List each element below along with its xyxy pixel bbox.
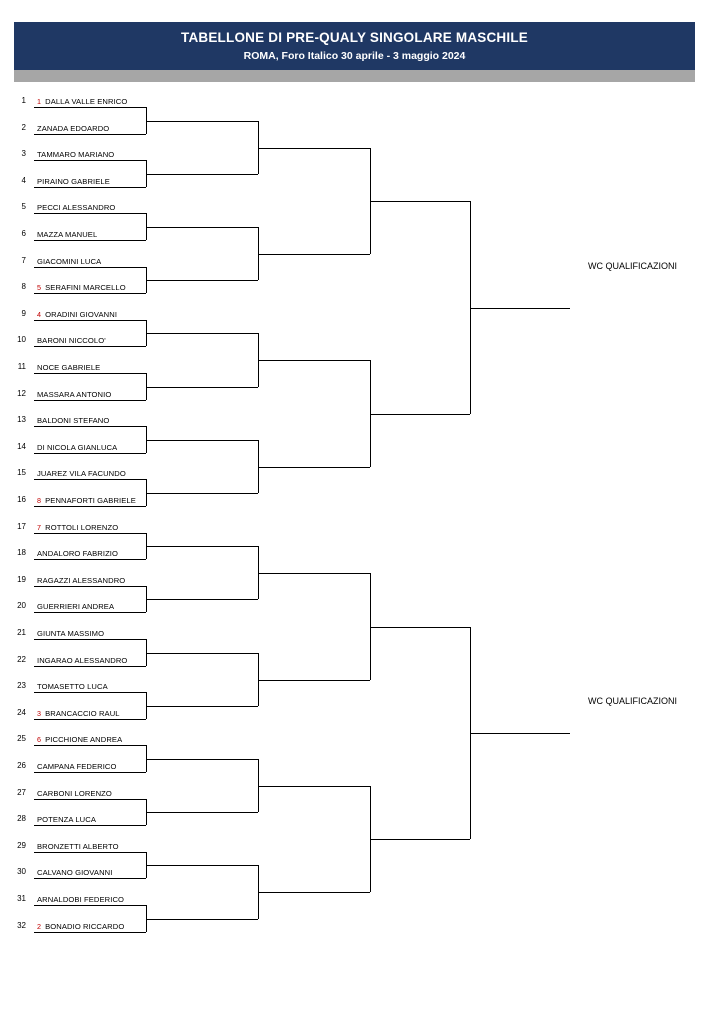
player-number-8: 8 (21, 282, 26, 291)
bracket-line-r4-4 (370, 839, 470, 840)
bracket-line-r1-21 (34, 639, 146, 640)
player-seed-rank: 3 (37, 709, 42, 718)
player-seed-rank: 4 (37, 310, 42, 319)
player-name: INGARAO ALESSANDRO (37, 656, 128, 665)
player-number-7: 7 (21, 256, 26, 265)
player-seed-rank: 2 (37, 922, 42, 931)
player-entry-12 (37, 390, 111, 399)
bracket-line-r1-24 (34, 719, 146, 720)
bracket-line-r2-12 (146, 706, 258, 707)
player-number-11: 11 (17, 362, 26, 371)
player-name: GIUNTA MASSIMO (37, 629, 105, 638)
player-name: ORADINI GIOVANNI (45, 310, 118, 319)
player-number-15: 15 (17, 468, 26, 477)
player-name: ANDALORO FABRIZIO (37, 549, 119, 558)
player-number-31: 31 (17, 894, 26, 903)
bracket-line-r1-9 (34, 320, 146, 321)
player-seed-rank: 1 (37, 97, 42, 106)
player-number-29: 29 (17, 841, 26, 850)
player-entry-15 (37, 469, 126, 478)
player-number-21: 21 (17, 628, 26, 637)
bracket-line-r1-32 (34, 932, 146, 933)
player-seed-rank: 5 (37, 283, 42, 292)
bracket-line-r2-1 (146, 121, 258, 122)
player-name: CARBONI LORENZO (37, 789, 112, 798)
bracket-line-r4-3 (370, 627, 470, 628)
player-entry-6 (37, 230, 97, 239)
player-number-26: 26 (17, 761, 26, 770)
player-seed-rank: 7 (37, 523, 42, 532)
player-number-16: 16 (17, 495, 26, 504)
bracket-line-r1-18 (34, 559, 146, 560)
player-entry-2 (37, 124, 109, 133)
bracket-line-r2-6 (146, 387, 258, 388)
bracket-line-r1-1 (34, 107, 146, 108)
player-name: BARONI NICCOLO' (37, 336, 106, 345)
bracket-line-r2-14 (146, 812, 258, 813)
player-number-20: 20 (17, 601, 26, 610)
player-number-30: 30 (17, 867, 26, 876)
bracket-line-r1-4 (34, 187, 146, 188)
bracket-line-r1-7 (34, 267, 146, 268)
bracket-line-r1-11 (34, 373, 146, 374)
player-number-18: 18 (17, 548, 26, 557)
player-number-13: 13 (17, 415, 26, 424)
player-entry-22 (37, 656, 127, 665)
bracket-line-r2-9 (146, 546, 258, 547)
page-subtitle: ROMA, Foro Italico 30 aprile - 3 maggio 2024 (243, 50, 466, 62)
bracket-line-r2-10 (146, 599, 258, 600)
bracket-line-r2-13 (146, 759, 258, 760)
player-name: TAMMARO MARIANO (37, 150, 115, 159)
player-entry-9 (37, 310, 117, 319)
bracket-line-r1-26 (34, 772, 146, 773)
player-number-14: 14 (17, 442, 26, 451)
bracket-line-r3-8 (258, 892, 370, 893)
bracket-line-r1-28 (34, 825, 146, 826)
player-name: DI NICOLA GIANLUCA (37, 443, 118, 452)
bracket-line-r3-7 (258, 786, 370, 787)
bracket-line-r1-5 (34, 213, 146, 214)
bracket-line-r1-25 (34, 745, 146, 746)
player-entry-21 (37, 629, 104, 638)
bracket-line-r1-19 (34, 586, 146, 587)
player-entry-7 (37, 257, 101, 266)
player-number-3: 3 (21, 149, 26, 158)
player-name: GUERRIERI ANDREA (37, 602, 115, 611)
bracket-line-r1-29 (34, 852, 146, 853)
player-number-19: 19 (17, 575, 26, 584)
player-entry-17 (37, 523, 118, 532)
bracket-line-r5-1 (470, 308, 570, 309)
bracket-line-r2-15 (146, 865, 258, 866)
player-entry-30 (37, 868, 112, 877)
bracket-line-r3-5 (258, 573, 370, 574)
bracket-line-r3-4 (258, 467, 370, 468)
bracket-line-r1-15 (34, 479, 146, 480)
bracket-line-r1-22 (34, 666, 146, 667)
player-number-28: 28 (17, 814, 26, 823)
bracket-line-r1-30 (34, 878, 146, 879)
player-entry-5 (37, 203, 115, 212)
player-entry-26 (37, 762, 117, 771)
bracket-line-r3-3 (258, 360, 370, 361)
player-name: PENNAFORTI GABRIELE (45, 496, 136, 505)
bracket-line-r4-2 (370, 414, 470, 415)
player-entry-31 (37, 895, 124, 904)
player-number-12: 12 (17, 389, 26, 398)
bracket-line-r2-11 (146, 653, 258, 654)
player-name: CALVANO GIOVANNI (37, 868, 113, 877)
player-entry-11 (37, 363, 100, 372)
player-entry-25 (37, 735, 122, 744)
bracket-line-r2-2 (146, 174, 258, 175)
player-name: TOMASETTO LUCA (37, 682, 108, 691)
player-entry-23 (37, 682, 108, 691)
player-entry-16 (37, 496, 136, 505)
player-entry-14 (37, 443, 117, 452)
player-number-2: 2 (21, 123, 26, 132)
player-name: RAGAZZI ALESSANDRO (37, 576, 126, 585)
player-name: POTENZA LUCA (37, 815, 97, 824)
player-name: CAMPANA FEDERICO (37, 762, 117, 771)
player-name: JUAREZ VILA FACUNDO (37, 469, 126, 478)
bracket-line-r4-1 (370, 201, 470, 202)
bracket-line-r1-20 (34, 612, 146, 613)
bracket-line-r1-27 (34, 799, 146, 800)
player-entry-24 (37, 709, 120, 718)
bracket-line-r1-14 (34, 453, 146, 454)
player-entry-3 (37, 150, 114, 159)
player-number-5: 5 (21, 202, 26, 211)
bracket-line-r1-13 (34, 426, 146, 427)
player-number-27: 27 (17, 788, 26, 797)
player-entry-32 (37, 922, 124, 931)
bracket-line-r1-2 (34, 134, 146, 135)
player-name: SERAFINI MARCELLO (45, 283, 126, 292)
bracket-line-r5-2 (470, 733, 570, 734)
player-entry-29 (37, 842, 119, 851)
player-name: ROTTOLI LORENZO (45, 523, 119, 532)
player-name: GIACOMINI LUCA (37, 257, 102, 266)
player-entry-8 (37, 283, 126, 292)
player-seed-rank: 6 (37, 735, 42, 744)
bracket-line-r2-4 (146, 280, 258, 281)
player-seed-rank: 8 (37, 496, 42, 505)
bracket-line-r2-3 (146, 227, 258, 228)
wc-qualificazioni-top-label: WC QUALIFICAZIONI (588, 261, 678, 271)
player-number-10: 10 (17, 335, 26, 344)
bracket-line-r2-16 (146, 919, 258, 920)
player-number-24: 24 (17, 708, 26, 717)
player-number-32: 32 (17, 921, 26, 930)
player-name: MAZZA MANUEL (37, 230, 98, 239)
bracket-line-r1-6 (34, 240, 146, 241)
player-entry-13 (37, 416, 109, 425)
bracket-line-r1-16 (34, 506, 146, 507)
player-entry-4 (37, 177, 110, 186)
player-number-6: 6 (21, 229, 26, 238)
bracket-line-r1-31 (34, 905, 146, 906)
bracket-line-r1-3 (34, 160, 146, 161)
bracket-line-r2-5 (146, 333, 258, 334)
player-name: BRONZETTI ALBERTO (37, 842, 119, 851)
wc-qualificazioni-bottom-label: WC QUALIFICAZIONI (588, 696, 678, 706)
player-number-22: 22 (17, 655, 26, 664)
player-name: ZANADA EDOARDO (37, 124, 110, 133)
player-entry-28 (37, 815, 96, 824)
player-number-4: 4 (21, 176, 26, 185)
player-name: DALLA VALLE ENRICO (45, 97, 128, 106)
player-entry-1 (37, 97, 127, 106)
player-name: BRANCACCIO RAUL (45, 709, 120, 718)
player-name: MASSARA ANTONIO (37, 390, 112, 399)
player-number-25: 25 (17, 734, 26, 743)
player-name: ARNALDOBI FEDERICO (37, 895, 125, 904)
player-number-17: 17 (17, 522, 26, 531)
player-name: PECCI ALESSANDRO (37, 203, 116, 212)
bracket-line-r2-8 (146, 493, 258, 494)
player-number-1: 1 (21, 96, 26, 105)
player-entry-18 (37, 549, 118, 558)
bracket-line-r1-10 (34, 346, 146, 347)
player-number-23: 23 (17, 681, 26, 690)
bracket-line-r1-8 (34, 293, 146, 294)
player-number-9: 9 (21, 309, 26, 318)
bracket-line-r1-17 (34, 533, 146, 534)
player-name: BONADIO RICCARDO (45, 922, 125, 931)
player-entry-20 (37, 602, 114, 611)
bracket-line-r1-23 (34, 692, 146, 693)
player-name: PICCHIONE ANDREA (45, 735, 123, 744)
player-name: NOCE GABRIELE (37, 363, 101, 372)
player-entry-10 (37, 336, 106, 345)
page-title: TABELLONE DI PRE-QUALY SINGOLARE MASCHILE (181, 30, 528, 45)
player-name: PIRAINO GABRIELE (37, 177, 110, 186)
bracket-line-r3-1 (258, 148, 370, 149)
player-entry-19 (37, 576, 125, 585)
bracket-line-r1-12 (34, 400, 146, 401)
bracket-line-r3-2 (258, 254, 370, 255)
player-name: BALDONI STEFANO (37, 416, 110, 425)
bracket-line-r2-7 (146, 440, 258, 441)
player-entry-27 (37, 789, 112, 798)
bracket-line-r3-6 (258, 680, 370, 681)
